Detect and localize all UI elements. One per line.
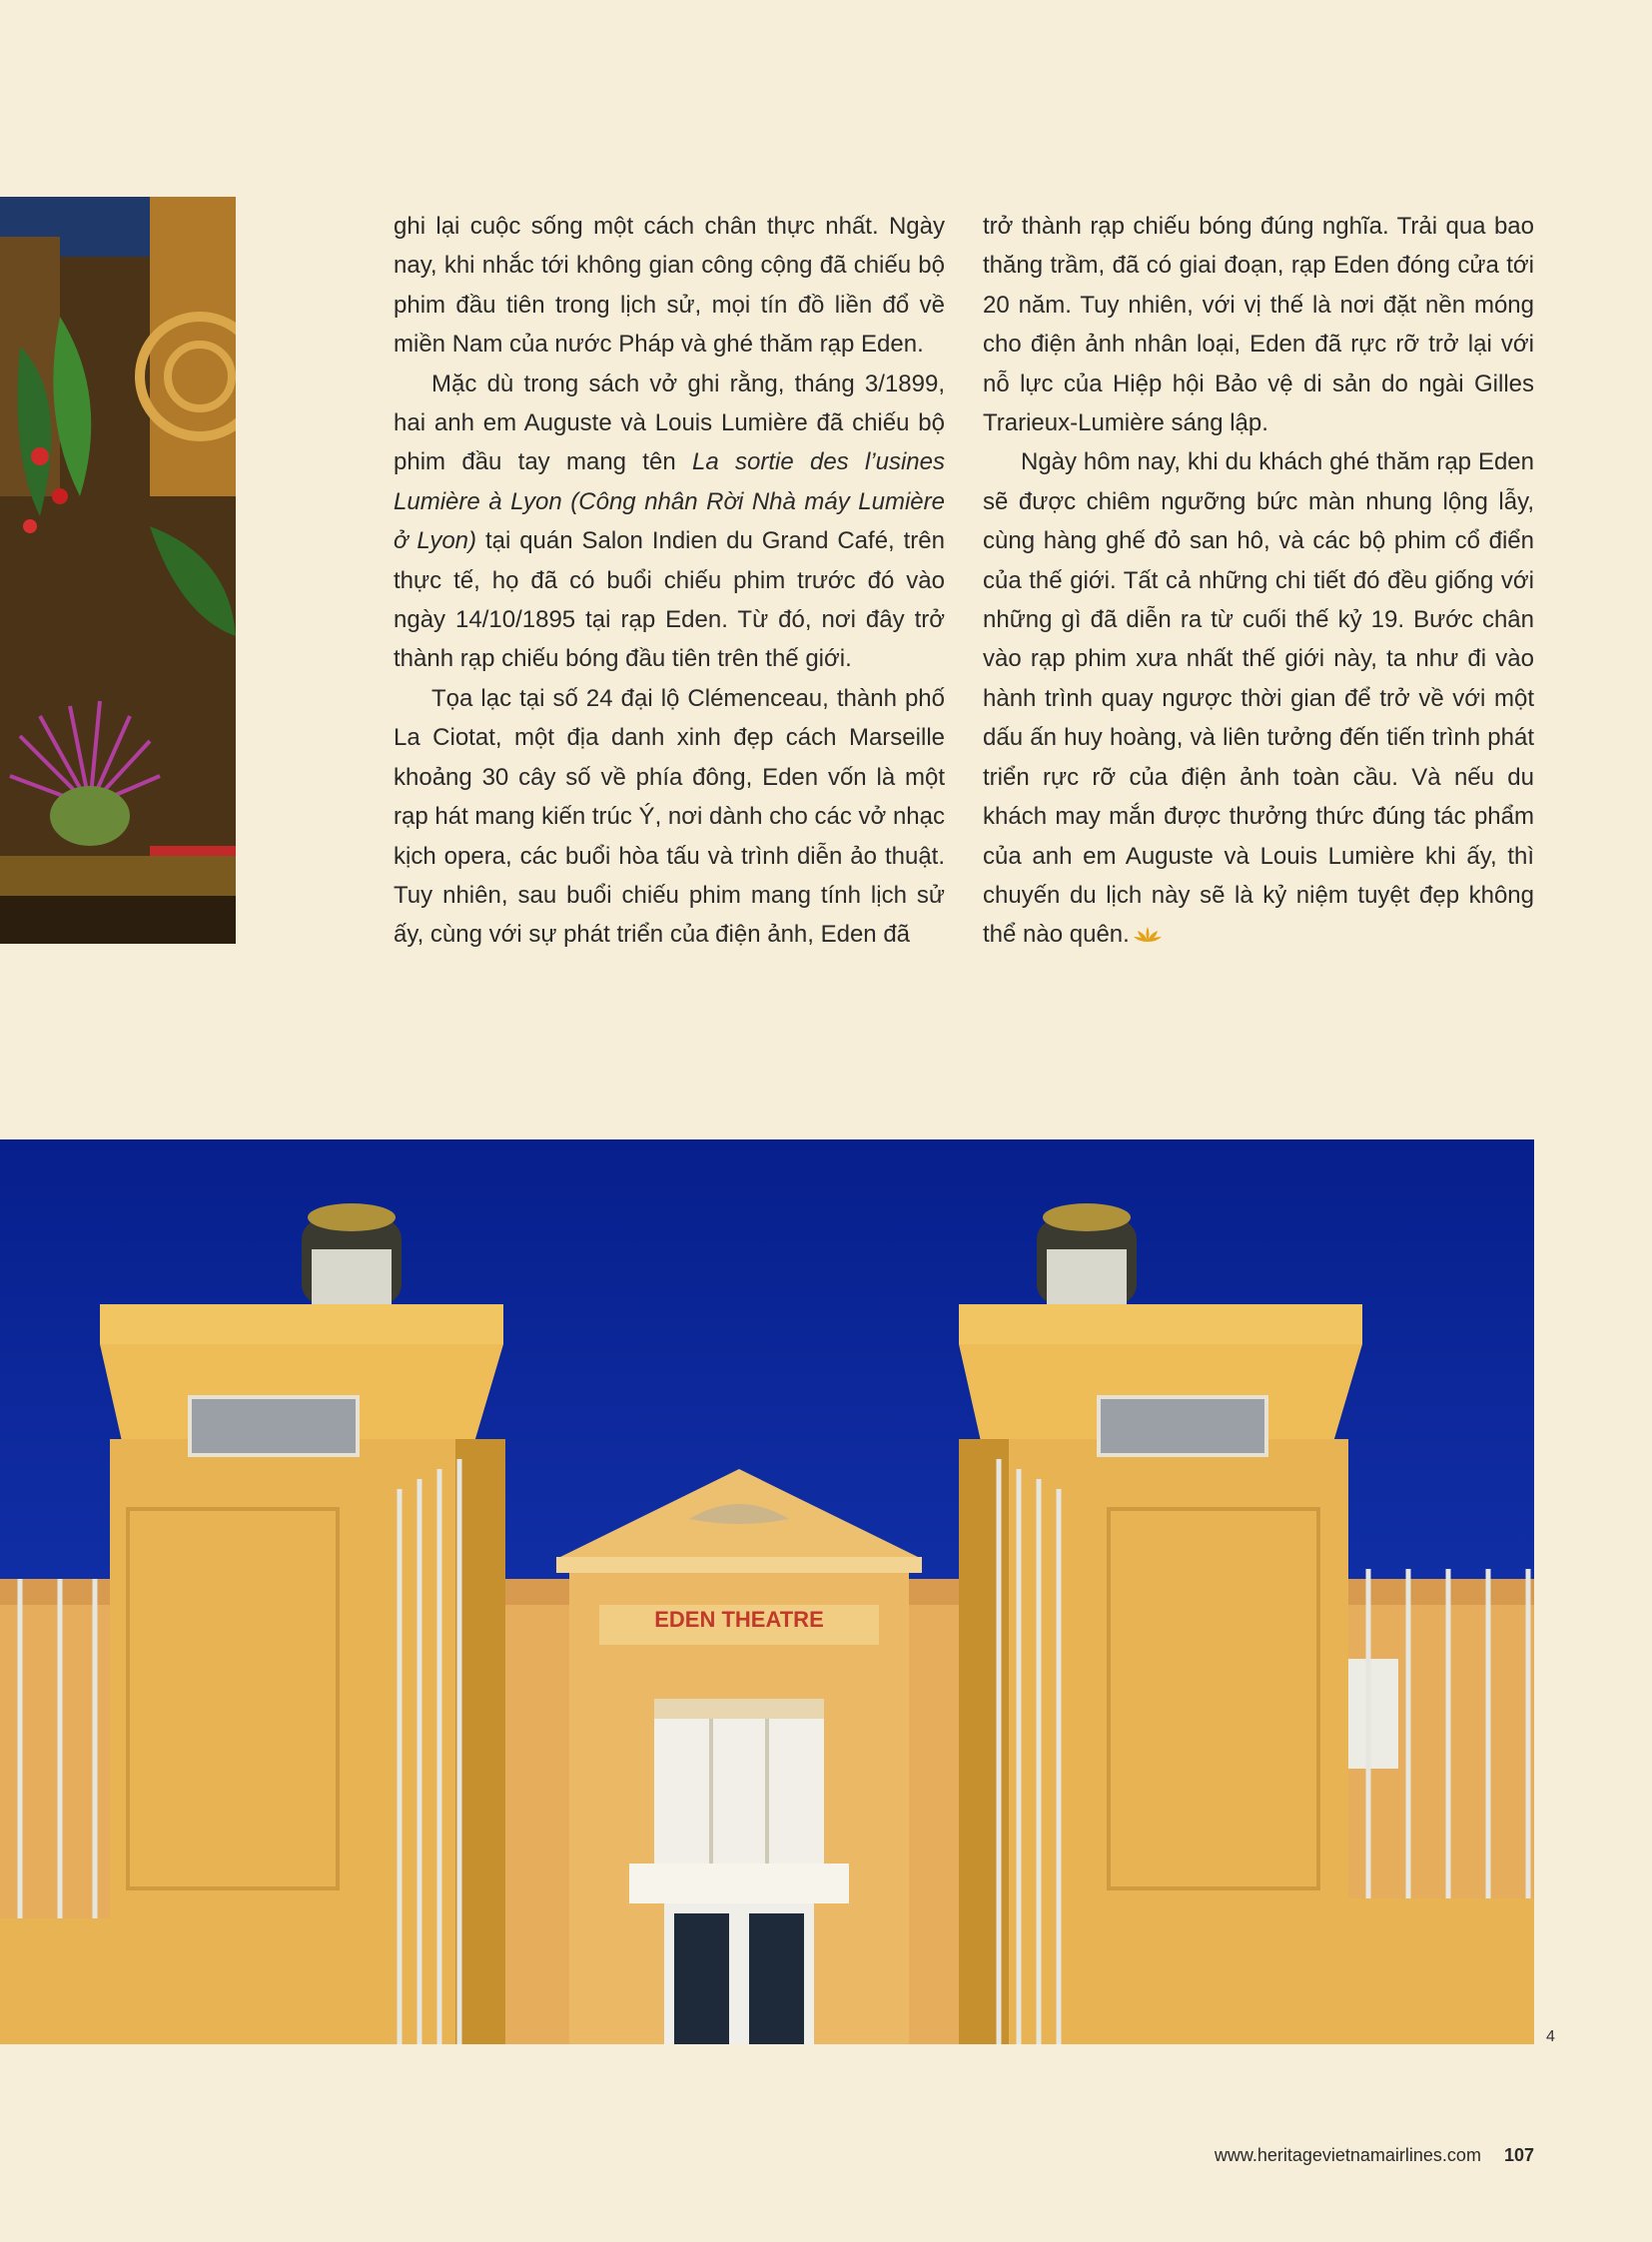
lotus-end-icon bbox=[1134, 926, 1162, 944]
paragraph: ghi lại cuộc sống một cách chân thực nhất. Ngày nay, khi nhắc tới không gian công cộng đã chiếu bộ phim đầu tiên trong lịch sử, mọi tín đồ liền đổ về miền Nam của nước Pháp và ghé thăm rạp Eden. bbox=[394, 213, 945, 359]
photo-number: 4 bbox=[1546, 2028, 1555, 2045]
page-footer bbox=[1215, 2145, 1534, 2166]
paragraph: Ngày hôm nay, khi du khách ghé thăm rạp Eden sẽ được chiêm ngưỡng bức màn nhung lộng lẫy, cùng hàng ghế đỏ san hô, và các bộ phim cổ điển của thế giới. Tất cả những chi tiết đó đều giống với những gì đã diễn ra từ cuối thế kỷ 19. Bước chân vào rạp phim xưa nhất thế giới này, ta như đi vào hành trình quay ngược thời gian để trở về với một dấu ấn huy hoàng, và liên tưởng đến tiến trình phát triển rực rỡ của điện ảnh toàn cầu. Và nếu du khách may mắn được thưởng thức đúng tác phẩm của anh em Auguste và Louis Lumière khi ấy, thì chuyến du lịch này sẽ là kỷ niệm tuyệt đẹp không thể nào quên. bbox=[983, 448, 1534, 949]
film-title: La sortie des l’usines Lumière à Lyon (Công nhân Rời Nhà máy Lumière ở Lyon) bbox=[394, 448, 945, 555]
article-column-1 bbox=[394, 207, 945, 955]
website-url[interactable]: www.heritagevietnamairlines.com bbox=[1214, 2145, 1481, 2165]
article-column-2 bbox=[983, 207, 1534, 955]
decor-photo-top bbox=[0, 197, 236, 944]
paragraph: trở thành rạp chiếu bóng đúng nghĩa. Trải qua bao thăng trầm, đã có giai đoạn, rạp Eden đóng cửa tới 20 năm. Tuy nhiên, với vị thế là nơi đặt nền móng cho điện ảnh nhân loại, Eden đã rực rỡ trở lại với nỗ lực của Hiệp hội Bảo vệ di sản do ngài Gilles Trarieux-Lumière sáng lập. bbox=[983, 213, 1534, 437]
paragraph: Mặc dù trong sách vở ghi rằng, tháng 3/1899, hai anh em Auguste và Louis Lumière đã chiếu bộ phim đầu tay mang tên La sortie des l’usines Lumière à Lyon (Công nhân Rời Nhà máy Lumière ở Lyon) tại quán Salon Indien du Grand Café, trên thực tế, họ đã có buổi chiếu phim trước đó vào ngày 14/10/1895 tại rạp Eden. Từ đó, nơi đây trở thành rạp chiếu bóng đầu tiên trên thế giới. bbox=[394, 370, 945, 673]
page-number: 107 bbox=[1503, 2145, 1534, 2165]
paragraph: Tọa lạc tại số 24 đại lộ Clémenceau, thành phố La Ciotat, một địa danh xinh đẹp cách Marseille khoảng 30 cây số về phía đông, Eden vốn là một rạp hát mang kiến trúc Ý, nơi dành cho các vở nhạc kịch opera, các buổi hòa tấu và trình diễn ảo thuật. Tuy nhiên, sau buổi chiếu phim mang tính lịch sử ấy, cùng với sự phát triển của điện ảnh, Eden đã bbox=[394, 684, 945, 949]
eden-theatre-photo bbox=[0, 1139, 1534, 2044]
eden-theatre-sign: EDEN THEATRE bbox=[654, 1607, 824, 1632]
